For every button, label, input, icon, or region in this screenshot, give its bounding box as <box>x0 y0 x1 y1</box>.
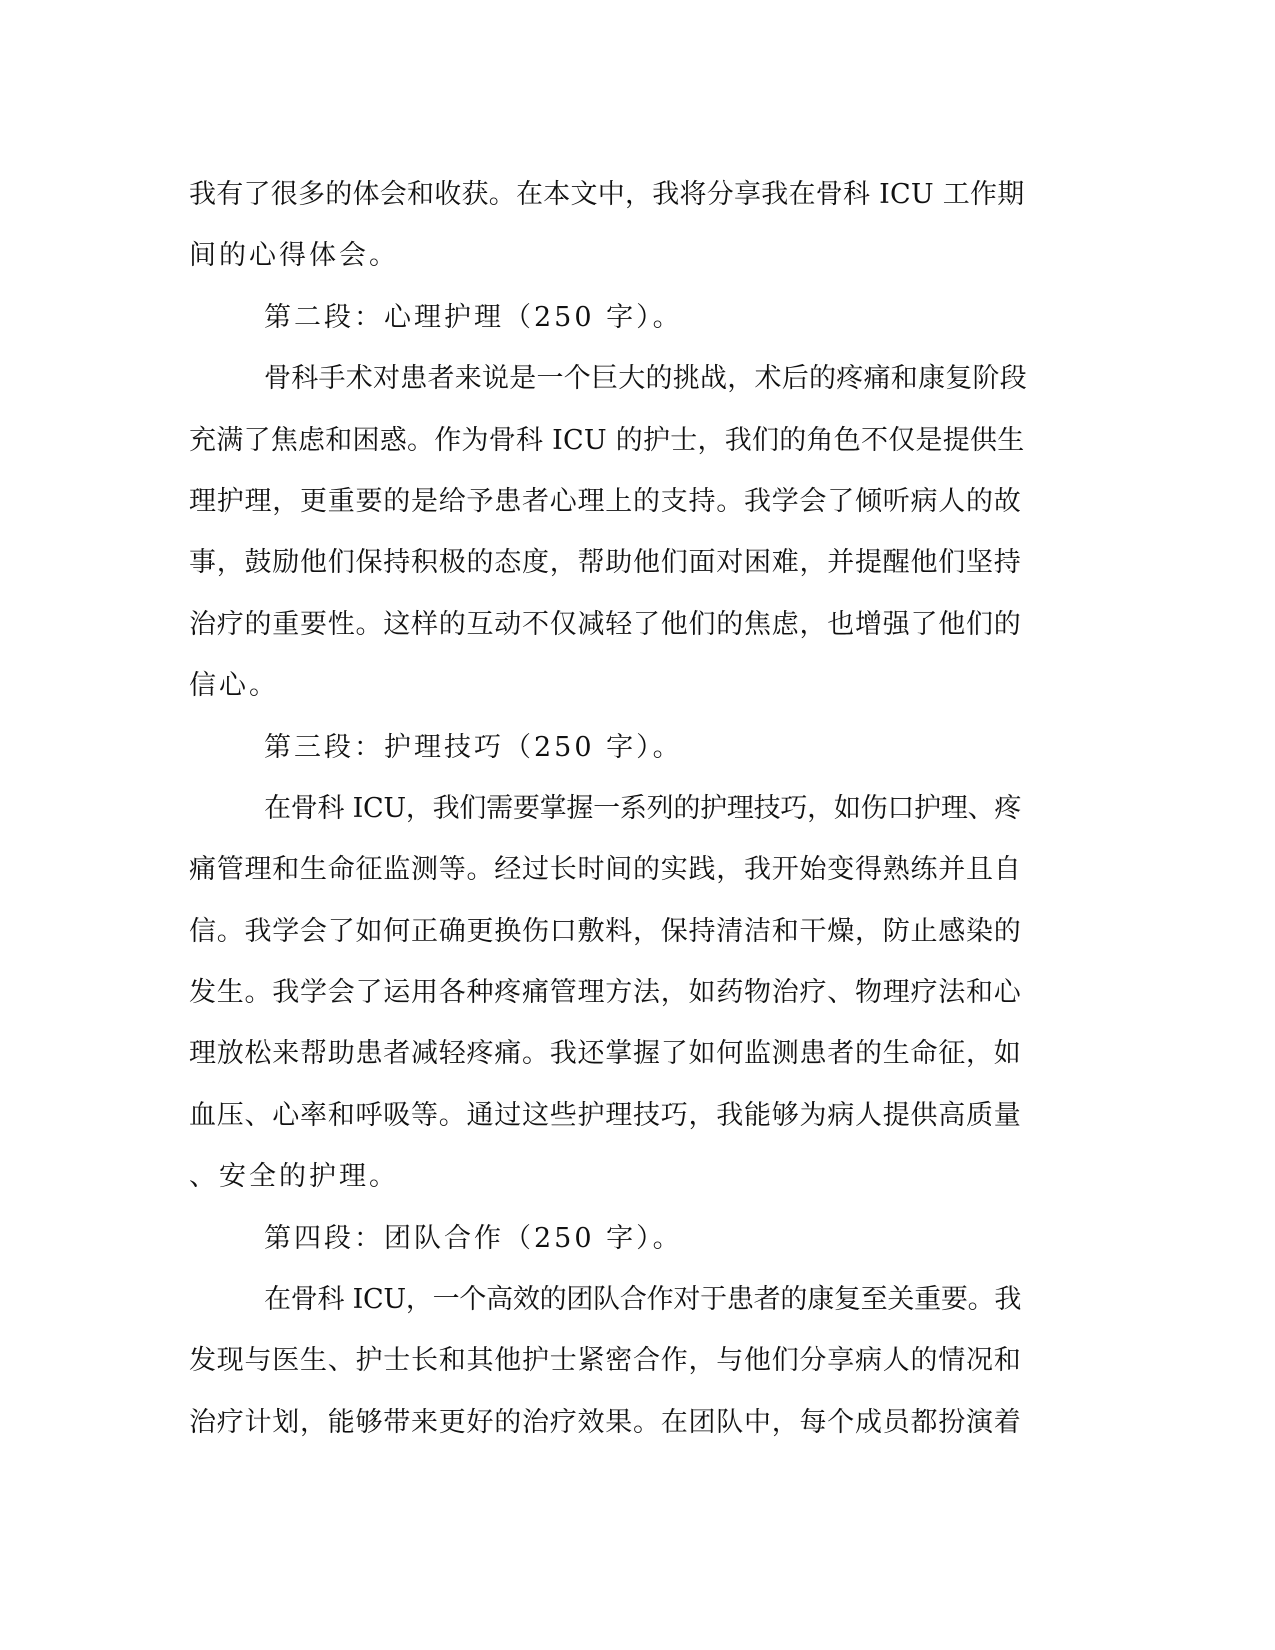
document-line: 在骨科 ICU，一个高效的团队合作对于患者的康复至关重要。我 <box>264 1284 1022 1316</box>
document-line: 发生。我学会了运用各种疼痛管理方法，如药物治疗、物理疗法和心 <box>189 977 1022 1009</box>
document-line: 在骨科 ICU，我们需要掌握一系列的护理技巧，如伤口护理、疼 <box>264 792 1022 824</box>
document-line: 事，鼓励他们保持积极的态度，帮助他们面对困难，并提醒他们坚持 <box>189 547 1022 579</box>
document-body <box>189 164 1079 1453</box>
document-line: 痛管理和生命征监测等。经过长时间的实践，我开始变得熟练并且自 <box>189 854 1022 886</box>
document-line: 间的心得体会。 <box>189 240 399 272</box>
document-line: 理放松来帮助患者减轻疼痛。我还掌握了如何监测患者的生命征，如 <box>189 1038 1022 1070</box>
document-line: 发现与医生、护士长和其他护士紧密合作，与他们分享病人的情况和 <box>189 1345 1022 1377</box>
document-line: 、安全的护理。 <box>189 1161 399 1193</box>
document-line: 信心。 <box>189 670 279 702</box>
document-line: 信。我学会了如何正确更换伤口敷料，保持清洁和干燥，防止感染的 <box>189 915 1022 947</box>
document-line: 治疗的重要性。这样的互动不仅减轻了他们的焦虑，也增强了他们的 <box>189 608 1022 640</box>
document-line: 骨科手术对患者来说是一个巨大的挑战，术后的疼痛和康复阶段 <box>264 363 1027 395</box>
document-line: 第二段：心理护理（250 字）。 <box>264 301 683 333</box>
document-line: 血压、心率和呼吸等。通过这些护理技巧，我能够为病人提供高质量 <box>189 1099 1022 1131</box>
document-line: 我有了很多的体会和收获。在本文中，我将分享我在骨科 ICU 工作期 <box>189 179 1025 210</box>
document-line: 第四段：团队合作（250 字）。 <box>264 1222 683 1254</box>
document-line: 第三段：护理技巧（250 字）。 <box>264 731 683 763</box>
document-line: 治疗计划，能够带来更好的治疗效果。在团队中，每个成员都扮演着 <box>189 1406 1022 1438</box>
document-line: 充满了焦虑和困惑。作为骨科 ICU 的护士，我们的角色不仅是提供生 <box>189 424 1025 456</box>
document-line: 理护理，更重要的是给予患者心理上的支持。我学会了倾听病人的故 <box>189 485 1022 517</box>
